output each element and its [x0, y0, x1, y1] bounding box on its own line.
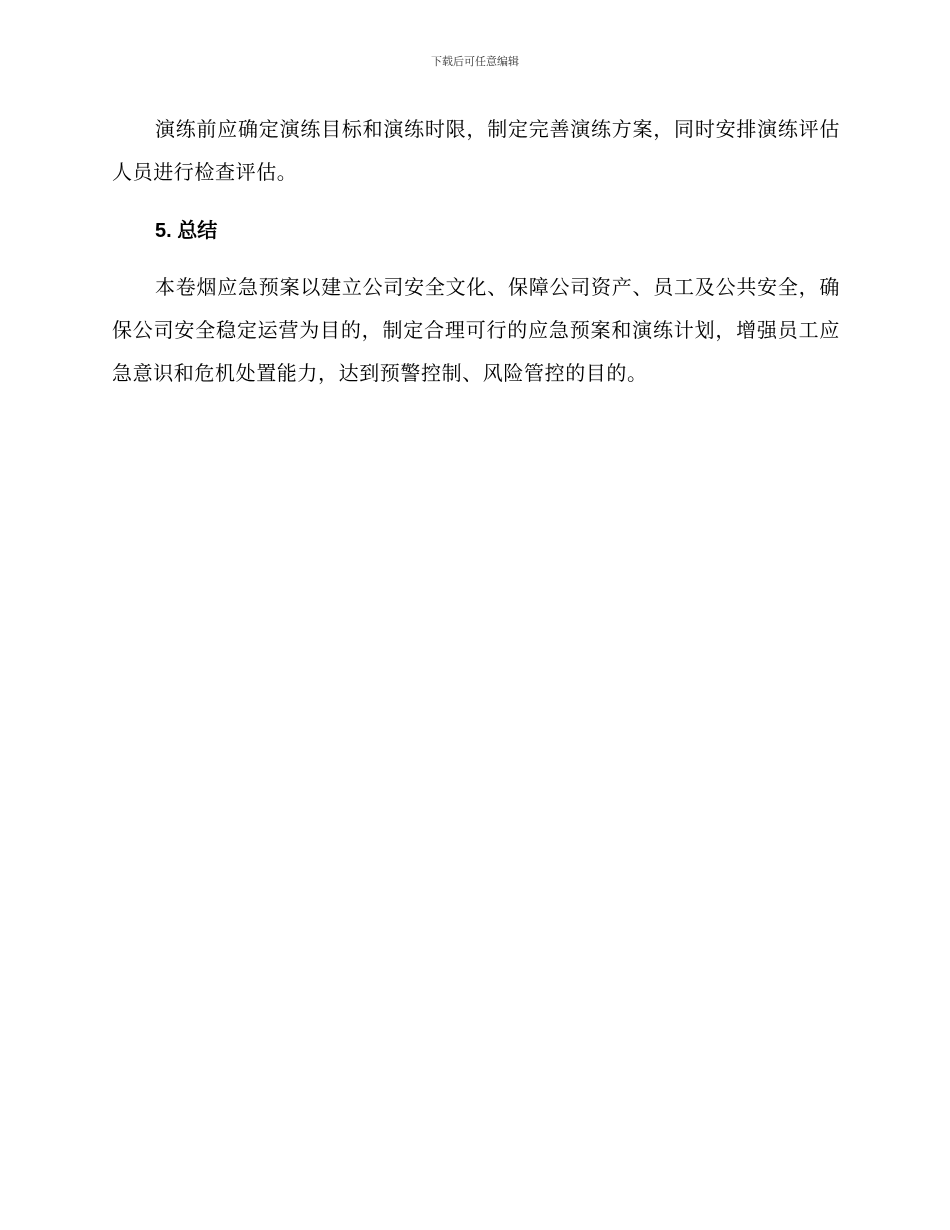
summary-paragraph: 本卷烟应急预案以建立公司安全文化、保障公司资产、员工及公共安全，确保公司安全稳定运营为目的，制定合理可行的应急预案和演练计划，增强员工应急意识和危机处置能力，达到预警控制、风险管控的目的。	[112, 275, 840, 385]
intro-paragraph: 演练前应确定演练目标和演练时限，制定完善演练方案，同时安排演练评估人员进行检查评估。	[112, 117, 840, 184]
section-heading-summary: 5. 总结	[155, 220, 218, 242]
page-header: 下载后可任意编辑	[431, 55, 519, 68]
